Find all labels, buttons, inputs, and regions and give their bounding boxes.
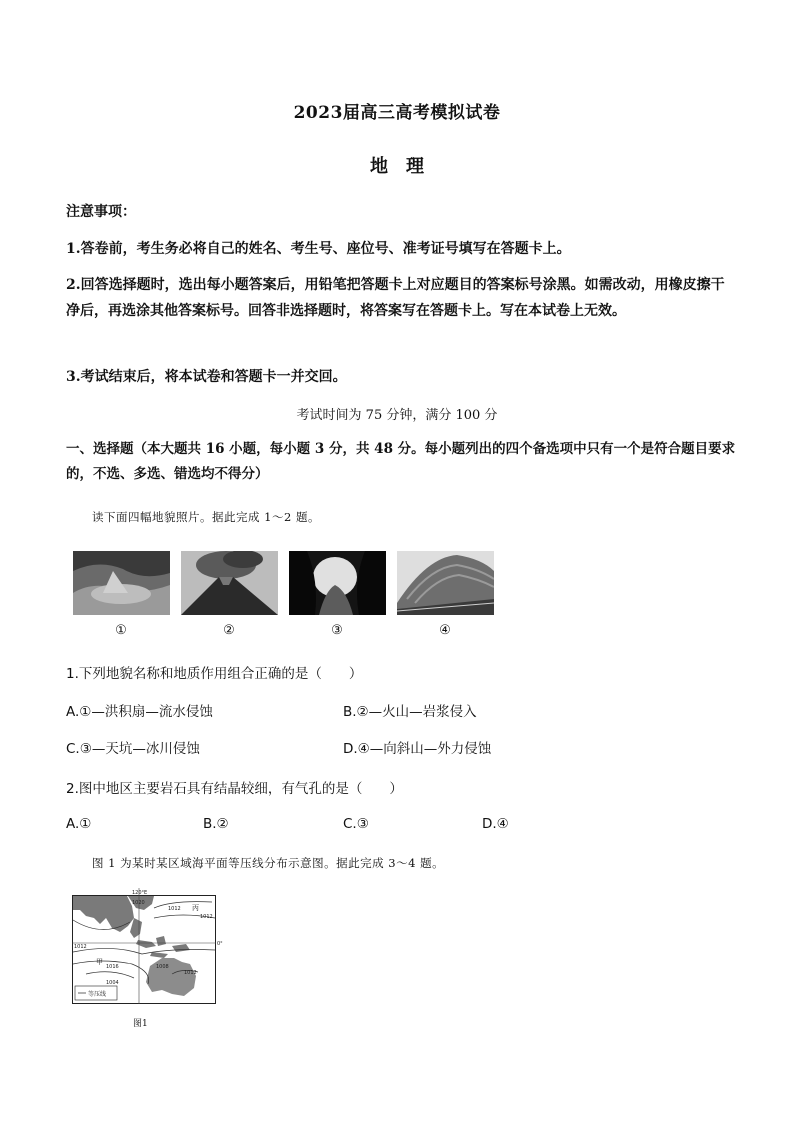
notice-item-2: 2.回答选择题时，选出每小题答案后，用铅笔把答题卡上对应题目的答案标号涂黑。如需改动，用橡皮擦干净后，再选涂其他答案标号。回答非选择题时，将答案写在答题卡上。写在本试卷上无效。 (66, 277, 725, 319)
legend-label: 等压线 (88, 991, 107, 998)
question-2-option-a: A.① (66, 816, 92, 832)
photo-label-1: ① (115, 623, 127, 638)
region-label: 丙 (192, 904, 199, 912)
isobar-label: 1016 (106, 964, 119, 970)
photo-volcano (181, 551, 278, 615)
photo-syncline-mountain (397, 551, 494, 615)
isobar-label: 1020 (132, 900, 145, 906)
question-1-stem: 1.下列地貌名称和地质作用组合正确的是（ ） (66, 666, 363, 682)
notice-heading: 注意事项： (66, 204, 136, 220)
isobar-label: 1004 (106, 980, 119, 986)
intro-photos: 读下面四幅地貌照片。据此完成 1～2 题。 (92, 510, 320, 524)
isobar-label: 1012 (184, 970, 197, 976)
question-2-option-d: D.④ (482, 816, 509, 832)
exam-info: 考试时间为 75 分钟，满分 100 分 (296, 408, 498, 423)
question-1-option-a: A.①—洪积扇—流水侵蚀 (66, 704, 213, 720)
isobar-map (72, 888, 224, 1006)
photo-sinkhole (289, 551, 386, 615)
photo-label-2: ② (223, 623, 235, 638)
isobar-label: 1012 (200, 914, 213, 920)
photo-alluvial-fan (73, 551, 170, 615)
intro-map: 图 1 为某时某区域海平面等压线分布示意图。据此完成 3～4 题。 (92, 856, 445, 870)
isobar-label: 1012 (74, 944, 87, 950)
photo-label-4: ④ (439, 623, 451, 638)
subject-title: 地 理 (370, 156, 424, 177)
question-1-option-c: C.③—天坑—冰川侵蚀 (66, 741, 200, 757)
section-heading: 一、选择题（本大题共 16 小题，每小题 3 分，共 48 分。每小题列出的四个备选项中只有一个是符合题目要求的，不选、多选、错选均不得分） (66, 441, 736, 482)
question-1-option-d: D.④—向斜山—外力侵蚀 (343, 741, 492, 757)
notice-item-3: 3.考试结束后，将本试卷和答题卡一并交回。 (66, 369, 347, 385)
exam-title: 2023届高三高考模拟试卷 (293, 103, 501, 123)
region-label: 甲 (96, 958, 103, 966)
equator-label: 0° (217, 941, 223, 947)
question-1-option-b: B.②—火山—岩浆侵入 (343, 704, 477, 720)
question-2-option-c: C.③ (343, 816, 369, 832)
isobar-label: 1008 (156, 964, 169, 970)
question-2-stem: 2.图中地区主要岩石具有结晶较细，有气孔的是（ ） (66, 781, 403, 797)
question-2-option-b: B.② (203, 816, 229, 832)
isobar-label: 1012 (168, 906, 181, 912)
longitude-label: 120°E (132, 890, 148, 896)
map-caption: 图1 (133, 1019, 148, 1029)
notice-item-1: 1.答卷前，考生务必将自己的姓名、考生号、座位号、准考证号填写在答题卡上。 (66, 241, 571, 257)
photo-label-3: ③ (331, 623, 343, 638)
